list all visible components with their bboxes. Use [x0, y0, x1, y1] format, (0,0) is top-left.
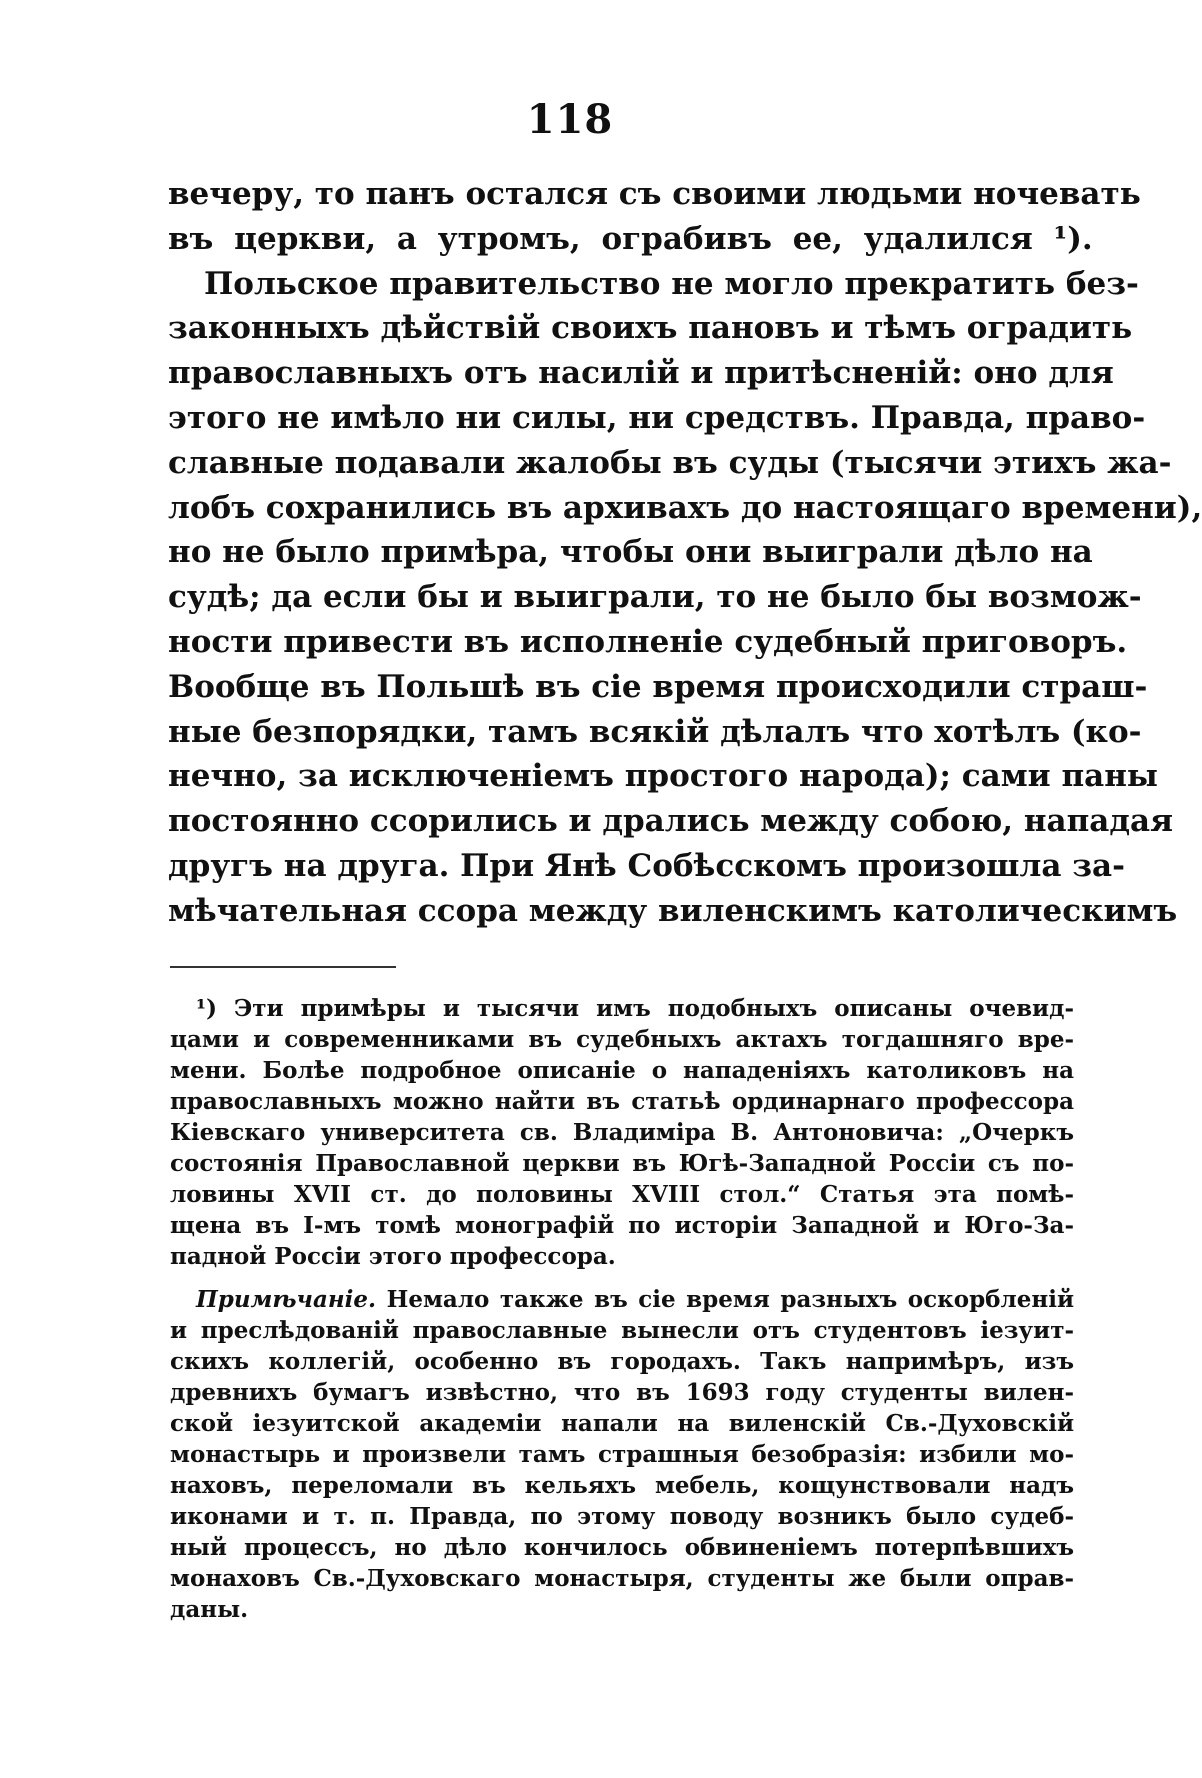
- main-text-line: судѣ; да если бы и выиграли, то не было бы возмож-: [168, 579, 1142, 616]
- note-line: наховъ, переломали въ кельяхъ мебель, кощунствовали надъ: [170, 1472, 1074, 1499]
- note-first-line-text: Немало также въ сіе время разныхъ оскорбленій: [386, 1286, 1074, 1313]
- footnote-line: мени. Болѣе подробное описаніе о нападеніяхъ католиковъ на: [170, 1057, 1074, 1084]
- footnote-line: щена въ І-мъ томѣ монографій по исторіи Западной и Юго-За-: [170, 1212, 1074, 1239]
- footnote-line: падной Россіи этого профессора.: [170, 1243, 616, 1270]
- note-line: древнихъ бумагъ извѣстно, что въ 1693 году студенты вилен-: [170, 1379, 1074, 1406]
- note-line: ный процессъ, но дѣло кончилось обвиненіемъ потерпѣвшихъ: [170, 1534, 1074, 1561]
- footnote-line: Кіевскаго университета св. Владиміра В. Антоновича: „Очеркъ: [170, 1119, 1074, 1146]
- main-text-line: постоянно ссорились и дрались между собою, нападая: [168, 803, 1174, 840]
- main-text: [168, 172, 1202, 934]
- note-line: монаховъ Св.-Духовскаго монастыря, студенты же были оправ-: [170, 1565, 1074, 1592]
- main-text-line: законныхъ дѣйствій своихъ пановъ и тѣмъ оградить: [168, 310, 1133, 347]
- main-text-line: мѣчательная ссора между виленскимъ католическимъ: [168, 892, 1178, 929]
- page-number: 118: [526, 96, 614, 143]
- footnote-line: цами и современниками въ судебныхъ актахъ тогдашняго вре-: [170, 1026, 1074, 1053]
- main-text-line: этого не имѣло ни силы, ни средствъ. Правда, право-: [168, 399, 1146, 436]
- note-line: ской іезуитской академіи напали на виленскій Св.-Духовскій: [170, 1410, 1074, 1437]
- note-gap: [170, 1272, 1074, 1284]
- note-label: Примѣчаніе.: [196, 1286, 377, 1313]
- main-text-line: славные подавали жалобы въ суды (тысячи этихъ жа-: [168, 444, 1172, 481]
- main-text-line: другъ на друга. При Янѣ Собѣсскомъ произошла за-: [168, 847, 1125, 884]
- main-text-line: ности привести въ исполненіе судебный приговоръ.: [168, 623, 1128, 660]
- note-line: монастырь и произвели тамъ страшныя безобразія: избили мо-: [170, 1441, 1074, 1468]
- note-line: даны.: [170, 1596, 249, 1623]
- main-text-line: но не было примѣра, чтобы они выиграли дѣло на: [168, 534, 1093, 571]
- main-text-line: Вообще въ Польшѣ въ сіе время происходили страш-: [168, 668, 1148, 705]
- footnotes: [170, 993, 1074, 1625]
- footnote-line: ловины XVII ст. до половины XVIII стол.“ Статья эта помѣ-: [170, 1181, 1074, 1208]
- footnote-line: православныхъ можно найти въ статьѣ ординарнаго профессора: [170, 1088, 1074, 1115]
- footnote-line: ¹) Эти примѣры и тысячи имъ подобныхъ описаны очевид-: [196, 995, 1074, 1022]
- main-text-line: ные безпорядки, тамъ всякій дѣлалъ что хотѣлъ (ко-: [168, 713, 1142, 750]
- main-text-line: лобъ сохранились въ архивахъ до настоящаго времени),: [168, 489, 1202, 526]
- main-text-line: въ церкви, а утромъ, ограбивъ ее, удалился ¹).: [168, 220, 1093, 257]
- main-text-line: православныхъ отъ насилій и притѣсненій: оно для: [168, 355, 1114, 392]
- footnote-separator: [170, 966, 396, 968]
- note-first-line: [170, 1284, 1074, 1315]
- main-text-line: вечеру, то панъ остался съ своими людьми ночевать: [168, 176, 1141, 212]
- note-line: и преслѣдованій православные вынесли отъ студентовъ іезуит-: [170, 1317, 1074, 1344]
- main-text-line: Польское правительство не могло прекратить без-: [204, 265, 1139, 302]
- main-text-line: нечно, за исключеніемъ простого народа); сами паны: [168, 758, 1158, 795]
- note-line: иконами и т. п. Правда, по этому поводу возникъ было судеб-: [170, 1503, 1074, 1530]
- note-line: скихъ коллегій, особенно въ городахъ. Такъ напримѣръ, изъ: [170, 1348, 1074, 1375]
- footnote-line: состоянія Православной церкви въ Югѣ-Западной Россіи съ по-: [170, 1150, 1074, 1177]
